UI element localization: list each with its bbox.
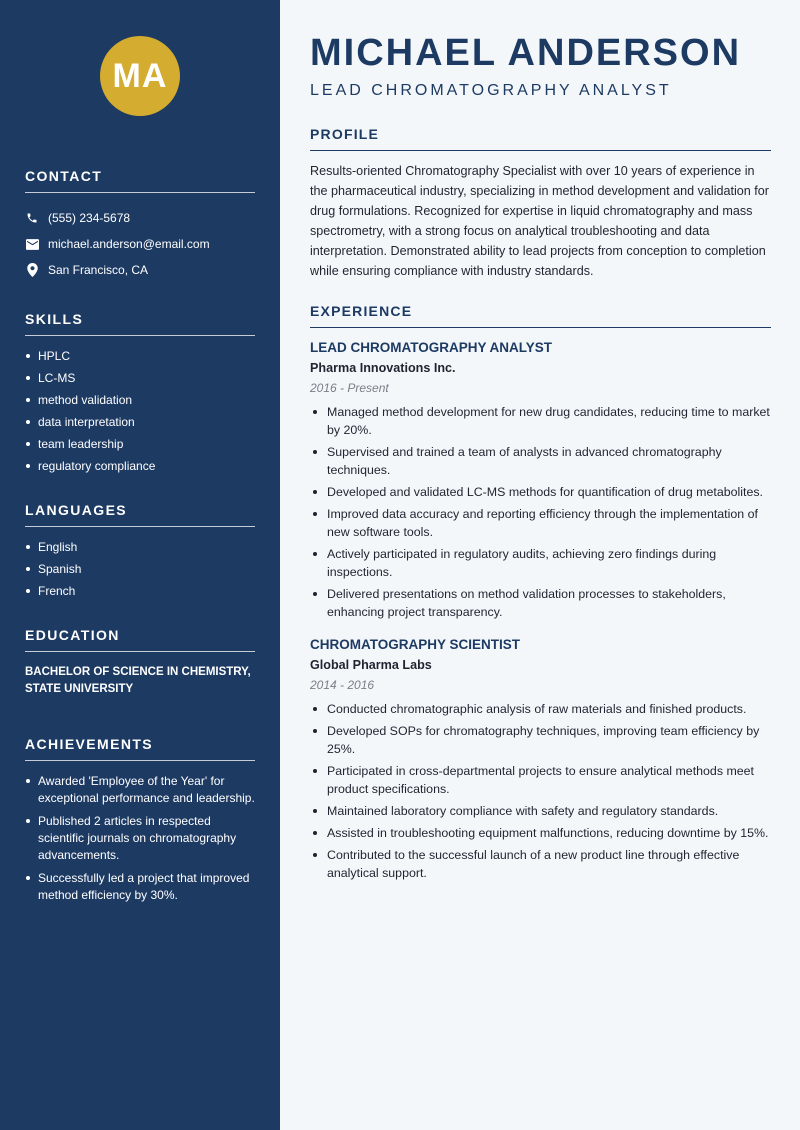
job-bullet: Developed SOPs for chromatography techniques, improving team efficiency by 25%. <box>310 722 771 758</box>
email-text: michael.anderson@email.com <box>48 237 210 251</box>
achievements-heading: ACHIEVEMENTS <box>25 736 255 761</box>
profile-heading: PROFILE <box>310 126 771 151</box>
job-entry <box>310 637 771 882</box>
job-bullet: Contributed to the successful launch of a new product line through effective analytical support. <box>310 846 771 882</box>
job-title: CHROMATOGRAPHY SCIENTIST <box>310 637 521 652</box>
job-bullet: Maintained laboratory compliance with safety and regulatory standards. <box>310 802 771 820</box>
job-dates: 2016 - Present <box>310 381 389 395</box>
achievements-list <box>25 773 255 904</box>
education-degree: BACHELOR OF SCIENCE IN CHEMISTRY, STATE UNIVERSITY <box>25 666 251 695</box>
map-pin-icon <box>25 263 39 277</box>
experience-section <box>310 303 771 882</box>
job-bullets <box>310 403 771 621</box>
job-bullets <box>310 700 771 882</box>
skill-item: data interpretation <box>25 414 255 430</box>
phone-text: (555) 234-5678 <box>48 211 131 225</box>
job-bullet: Supervised and trained a team of analysts in advanced chromatography techniques. <box>310 443 771 479</box>
job-bullet: Assisted in troubleshooting equipment malfunctions, reducing downtime by 15%. <box>310 824 771 842</box>
job-company: Pharma Innovations Inc. <box>310 361 456 375</box>
skill-item: team leadership <box>25 436 255 452</box>
skill-item: regulatory compliance <box>25 458 255 474</box>
candidate-title: LEAD CHROMATOGRAPHY ANALYST <box>310 82 672 99</box>
job-company: Global Pharma Labs <box>310 658 432 672</box>
language-item: Spanish <box>25 561 255 577</box>
achievements-section <box>25 736 255 904</box>
language-item: English <box>25 539 255 555</box>
contact-email <box>25 231 255 257</box>
job-dates: 2014 - 2016 <box>310 678 375 692</box>
language-item: French <box>25 583 255 599</box>
job-bullet: Conducted chromatographic analysis of raw materials and finished products. <box>310 700 771 718</box>
education-section <box>25 627 255 698</box>
skill-item: method validation <box>25 392 255 408</box>
job-bullet: Actively participated in regulatory audits, achieving zero findings during inspections. <box>310 545 771 581</box>
skill-item: LC-MS <box>25 370 255 386</box>
phone-icon <box>25 211 39 225</box>
contact-location <box>25 257 255 283</box>
job-bullet: Improved data accuracy and reporting efficiency through the implementation of new software tools. <box>310 505 771 541</box>
experience-heading: EXPERIENCE <box>310 303 771 328</box>
profile-text: Results-oriented Chromatography Specialist with over 10 years of experience in the pharmaceutical industry, specializing in method development and validation for drug formulations. Recognized for expertise in liquid chromatography and mass spectrometry, with a strong focus on analytical troubleshooting and data interpretation. Demonstrated ability to lead projects from conception to completion while ensuring compliance with industry standards. <box>310 164 770 278</box>
skill-item: HPLC <box>25 348 255 364</box>
profile-section <box>310 126 771 281</box>
job-title: LEAD CHROMATOGRAPHY ANALYST <box>310 340 553 355</box>
education-heading: EDUCATION <box>25 627 255 652</box>
skills-heading: SKILLS <box>25 311 255 336</box>
contact-phone <box>25 205 255 231</box>
job-entry <box>310 340 771 621</box>
sidebar <box>0 0 280 1130</box>
skills-section <box>25 311 255 474</box>
contact-heading: CONTACT <box>25 168 255 193</box>
location-text: San Francisco, CA <box>48 263 149 277</box>
candidate-name: MICHAEL ANDERSON <box>310 32 742 74</box>
languages-section <box>25 502 255 599</box>
avatar: MA <box>100 36 180 116</box>
achievement-item: Successfully led a project that improved method efficiency by 30%. <box>25 870 255 904</box>
job-bullet: Participated in cross-departmental projects to ensure analytical methods meet product specifications. <box>310 762 771 798</box>
main-content <box>280 0 800 1130</box>
skills-list <box>25 348 255 474</box>
job-bullet: Managed method development for new drug candidates, reducing time to market by 20%. <box>310 403 771 439</box>
achievement-item: Published 2 articles in respected scientific journals on chromatography advancements. <box>25 813 255 864</box>
job-bullet: Delivered presentations on method validation processes to stakeholders, enhancing project transparency. <box>310 585 771 621</box>
job-bullet: Developed and validated LC-MS methods for quantification of drug metabolites. <box>310 483 771 501</box>
contact-section <box>25 168 255 283</box>
achievement-item: Awarded 'Employee of the Year' for exceptional performance and leadership. <box>25 773 255 807</box>
envelope-icon <box>25 237 39 251</box>
languages-heading: LANGUAGES <box>25 502 255 527</box>
languages-list <box>25 539 255 599</box>
